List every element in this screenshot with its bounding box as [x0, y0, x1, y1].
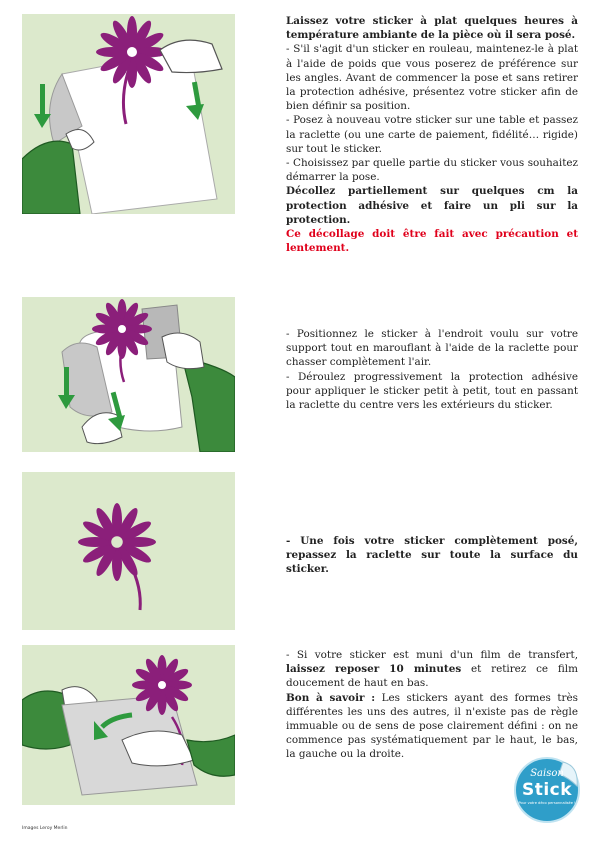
good-to-know-label: Bon à savoir : [286, 691, 376, 704]
step-1-text [286, 14, 578, 255]
step-4-good-to-know [286, 691, 578, 762]
step-3-text [286, 534, 578, 577]
applying-sticker-drawing [22, 297, 235, 452]
step-4-transfer-film [286, 648, 578, 691]
step-3-final-pass: - Une fois votre sticker complètement posé, repassez la raclette sur toute la surface du sticker. [286, 535, 578, 576]
step-4-transfer-film-intro: - Si votre sticker est muni d'un film de transfert, [286, 649, 578, 661]
step-1-start-choice: - Choisissez par quelle partie du sticker vous souhaitez démarrer la pose. [286, 157, 578, 184]
image-credit: Images Leroy Merlin [22, 826, 68, 831]
step-4-rest-duration: laissez reposer 10 minutes [286, 663, 462, 676]
step-4-text [286, 648, 578, 762]
good-to-know-body: Les stickers ayant des formes très différentes les uns des autres, il n'existe pas de règle immuable ou de sens de pose clairement défini : on ne commence pas systématiquement par le haut, le bas, la gauche ou la droite. [286, 691, 578, 761]
step-2-unroll-instructions: - Déroulez progressivement la protection adhésive pour appliquer le sticker petit à petit, tout en passant la raclette du centre vers les extérieurs du sticker. [286, 370, 578, 412]
step-1-squeegee-instructions: - Posez à nouveau votre sticker sur une table et passez la raclette (ou une carte de paiement, fidélité… rigide) sur tout le sticker. [286, 114, 578, 155]
flower-applied-drawing [22, 472, 235, 630]
logo-tagline: Pour votre déco personnalisée ! [518, 801, 576, 805]
illustration-removing-transfer-film [22, 645, 235, 805]
illustration-flower-applied [22, 472, 235, 630]
step-2-position-instructions: - Positionnez le sticker à l'endroit voulu sur votre support tout en marouflant à l'aide de la raclette pour chasser complètement l'air. [286, 328, 578, 369]
step-1-peel-instruction: Décollez partiellement sur quelques cm la protection adhésive et faire un pli sur la protection. [286, 185, 578, 226]
peeling-sticker-drawing [22, 14, 235, 214]
illustration-applying-sticker [22, 297, 235, 452]
removing-transfer-film-drawing [22, 645, 235, 805]
logo-script-text: Saison [530, 768, 564, 779]
logo-main-text: Stick [521, 780, 573, 800]
step-4-remove-film: et retirez ce film doucement de haut en bas. [286, 663, 578, 690]
step-1-roll-instructions: - S'il s'agit d'un sticker en rouleau, maintenez-le à plat à l'aide de poids que vous poserez de préférence sur les angles. Avant de commencer la pose et sans retirer la protection adhésive, présentez votre sticker afin de bien définir sa position. [286, 43, 578, 113]
saison-stick-logo [513, 756, 581, 824]
step-1-warning: Ce décollage doit être fait avec précaution et lentement. [286, 228, 578, 255]
step-2-text [286, 327, 578, 412]
illustration-peeling-sticker [22, 14, 235, 214]
step-1-intro: Laissez votre sticker à plat quelques heures à température ambiante de la pièce où il sera posé. [286, 15, 578, 42]
